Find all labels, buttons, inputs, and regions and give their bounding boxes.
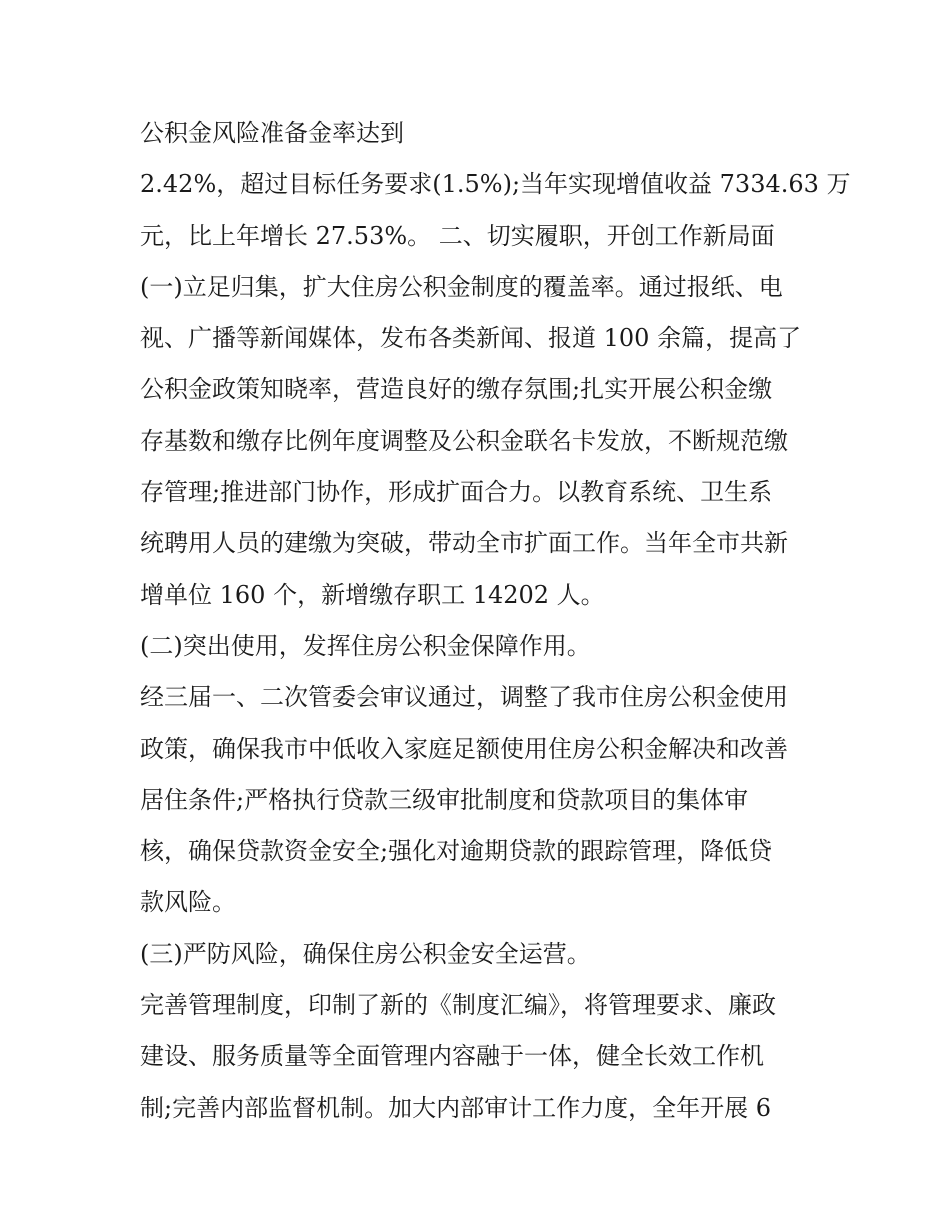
text-line: 公积金风险准备金率达到 (140, 119, 404, 147)
document-body (140, 108, 851, 1134)
text-line: 经三届一、二次管委会审议通过，调整了我市住房公积金使用 (140, 683, 788, 712)
text-line: 居住条件;严格执行贷款三级审批制度和贷款项目的集体审 (140, 785, 749, 814)
text-line: 增单位 160 个，新增缴存职工 14202 人。 (140, 580, 605, 609)
text-line: 视、广播等新闻媒体，发布各类新闻、报道 100 余篇，提高了 (140, 324, 802, 353)
text-line: (一)立足归集，扩大住房公积金制度的覆盖率。通过报纸、电 (140, 272, 783, 301)
text-line: 制;完善内部监督机制。加大内部审计工作力度，全年开展 6 (140, 1093, 771, 1122)
text-line: 公积金政策知晓率，营造良好的缴存氛围;扎实开展公积金缴 (140, 375, 773, 404)
text-line: 款风险。 (140, 888, 236, 917)
text-line: 完善管理制度，印制了新的《制度汇编》，将管理要求、廉政 (140, 991, 776, 1020)
text-line: 存基数和缴存比例年度调整及公积金联名卡发放，不断规范缴 (140, 426, 788, 455)
text-line: 核，确保贷款资金安全;强化对逾期贷款的跟踪管理，降低贷 (140, 837, 773, 866)
text-line: 元，比上年增长 27.53%。 二、切实履职，开创工作新局面 (140, 221, 775, 250)
text-line: 建设、服务质量等全面管理内容融于一体，健全长效工作机 (140, 1042, 764, 1071)
text-line: 存管理;推进部门协作，形成扩面合力。以教育系统、卫生系 (140, 478, 773, 507)
text-line: (二)突出使用，发挥住房公积金保障作用。 (140, 631, 591, 660)
text-line: 统聘用人员的建缴为突破，带动全市扩面工作。当年全市共新 (140, 529, 788, 558)
text-line: (三)严防风险，确保住房公积金安全运营。 (140, 939, 591, 968)
text-line: 政策，确保我市中低收入家庭足额使用住房公积金解决和改善 (140, 734, 788, 763)
text-line: 2.42%，超过目标任务要求(1.5%);当年实现增值收益 7334.63 万 (140, 170, 851, 199)
